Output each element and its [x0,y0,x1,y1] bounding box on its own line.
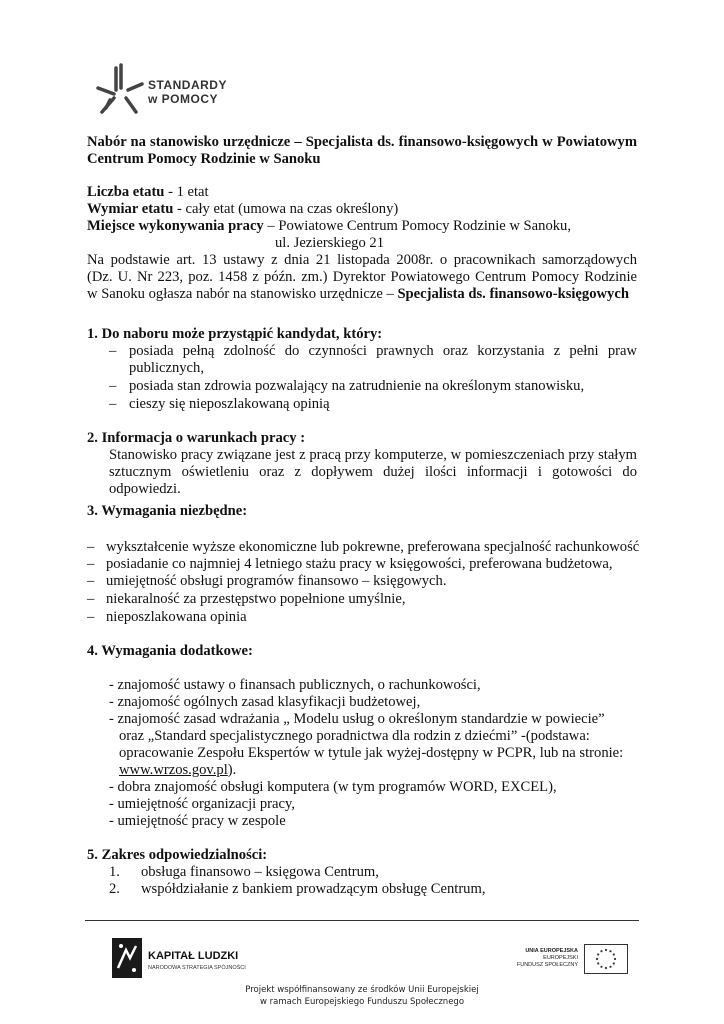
section-4-line-8: - umiejętność pracy w zespole [109,813,286,829]
etat-dim [87,201,398,218]
section-5-item-2: współdziałanie z bankiem prowadzącym obsługę Centrum, [141,881,486,897]
etat-dim-label: Wymiar etatu [87,201,174,217]
work-place-street: ul. Jezierskiego 21 [275,235,385,251]
section-5-heading: 5. Zakres odpowiedzialności: [87,847,268,863]
section-4-heading: 4. Wymagania dodatkowe: [87,643,253,659]
section-3-heading: 3. Wymagania niezbędne: [87,503,248,519]
footer-divider [85,920,639,921]
section-4-line-4: oraz „Standard specjalistycznego poradnictwa dla rodzin z dziećmi” -(podstawa: [119,728,590,744]
section-4-line-1: - znajomość ustawy o finansach publicznych, o rachunkowości, [109,677,481,693]
section-1-item-1-cont: publicznych, [129,360,204,376]
eu-text [500,948,578,969]
etat-count-value: - 1 etat [164,184,209,200]
etat-count-label: Liczba etatu [87,184,165,200]
section-3-dash-2: – [87,556,95,572]
section-2-line-3: odpowiedzi. [109,481,181,497]
section-5-num-1: 1. [109,864,120,880]
title-line-2: Centrum Pomocy Rodzinie w Sanoku [87,151,321,167]
section-1-item-2: posiada stan zdrowia pozwalający na zatrudnienie na określonym stanowisku, [129,378,585,394]
section-4-line-3: - znajomość zasad wdrażania „ Modelu usług o określonym standardzie w powiecie” [109,711,605,727]
section-3-item-4: niekaralność za przestępstwo popełnione umyślnie, [106,591,406,607]
work-place-label: Miejsce wykonywania pracy [87,218,264,234]
eu-flag-icon [584,944,628,974]
section-2-line-1: Stanowisko pracy związane jest z pracą przy komputerze, w pomieszczeniach przy stałym [109,447,637,463]
work-place [87,218,571,235]
standardy-star-icon [88,60,148,120]
eu-line-1: UNIA EUROPEJSKA [525,948,578,954]
kapital-ludzki-title: KAPITAŁ LUDZKI [148,950,239,962]
section-4-link-line [119,762,236,779]
section-3-dash-4: – [87,591,95,607]
basis-line-3-position: Specjalista ds. finansowo-księgowych [397,286,629,302]
section-5-item-1: obsługa finansowo – księgowa Centrum, [141,864,379,880]
section-4-line-6: - dobra znajomość obsługi komputera (w tym programów WORD, EXCEL), [109,779,557,795]
footer-note-1: Projekt współfinansowany ze środków Unii Europejskiej [245,985,479,995]
section-3-item-2: posiadanie co najmniej 4 letniego stażu pracy w księgowości, preferowana budżetowa, [106,556,613,572]
section-3-dash-3: – [87,573,95,589]
logo-line-1: STANDARDY [148,78,227,92]
etat-count [87,184,209,201]
basis-line-3 [87,286,629,303]
section-3-dash-1: – [87,539,95,555]
section-4-line-7: - umiejętność organizacji pracy, [109,796,295,812]
title-line-1: Nabór na stanowisko urzędnicze – Specjalista ds. finansowo-księgowych w Powiatowym [87,134,637,150]
kapital-ludzki-subtitle: NARODOWA STRATEGIA SPÓJNOŚCI [148,965,246,971]
standardy-logo [88,60,248,120]
wrzos-link[interactable]: www.wrzos.gov.pl [119,762,228,778]
section-3-item-3: umiejętność obsługi programów finansowo – księgowych. [106,573,447,589]
eu-logo [500,944,630,980]
basis-line-3-text: w Sanoku ogłasza nabór na stanowisko urzędnicze – [87,286,398,302]
section-4-line-2: - znajomość ogólnych zasad klasyfikacji budżetowej, [109,694,421,710]
section-1-dash-3: – [109,396,117,412]
etat-dim-value: - cały etat (umowa na czas określony) [173,201,399,217]
section-2-line-2: sztucznym oświetleniu oraz z dopływem dużej ilości informacji i gotowości do [109,464,637,480]
logo-line-2: w POMOCY [148,92,219,106]
section-1-item-1: posiada pełną zdolność do czynności prawnych oraz korzystania z pełni praw [129,343,637,359]
section-3-dash-5: – [87,609,95,625]
eu-line-2: EUROPEJSKI [543,955,578,961]
footer-note-2: w ramach Europejskiego Funduszu Społecznego [259,997,465,1007]
section-4-line-5: opracowanie Zespołu Ekspertów w tytule jak wyżej-dostępny w PCPR, lub na stronie: [119,745,624,761]
section-5-num-2: 2. [109,881,120,897]
section-3-item-1: wykształcenie wyższe ekonomiczne lub pokrewne, preferowana specjalność rachunkowość [106,539,640,555]
eu-line-3: FUNDUSZ SPOŁECZNY [516,962,578,968]
kapital-ludzki-logo [112,938,282,980]
section-3-item-5: nieposzlakowana opinia [106,609,247,625]
basis-line-1: Na podstawie art. 13 ustawy z dnia 21 listopada 2008r. o pracownikach samorządowych [87,252,637,268]
work-place-value: – Powiatowe Centrum Pomocy Rodzinie w Sanoku, [263,218,571,234]
section-1-item-3: cieszy się nieposzlakowaną opinią [129,396,330,412]
section-1-dash-2: – [109,378,117,394]
section-1-heading: 1. Do naboru może przystąpić kandydat, który: [87,326,383,342]
section-1-dash-1: – [109,343,117,359]
basis-line-2: (Dz. U. Nr 223, poz. 1458 z późn. zm.) Dyrektor Powiatowego Centrum Pomocy Rodzinie [87,269,637,285]
wrzos-link-after: ). [227,762,237,778]
kapital-ludzki-icon [112,938,142,978]
section-2-heading: 2. Informacja o warunkach pracy : [87,430,306,446]
